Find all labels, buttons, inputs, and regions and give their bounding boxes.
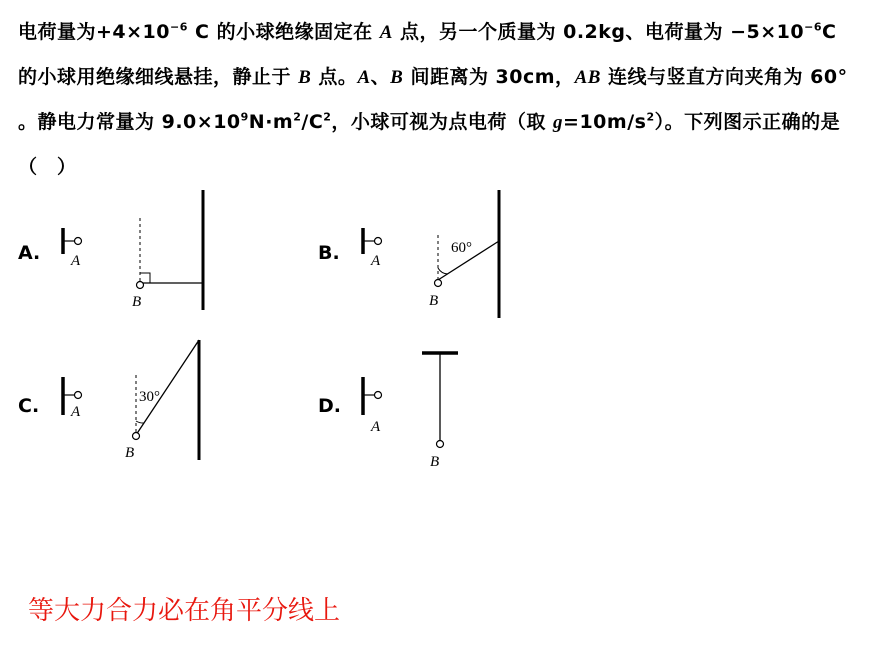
option-c-diagram <box>55 335 215 465</box>
angle-arc <box>438 268 448 274</box>
charge-a-ball <box>75 238 82 245</box>
angle-arc <box>136 421 144 423</box>
option-a-label[interactable]: A. <box>18 242 41 264</box>
point-b-label: B <box>429 293 439 309</box>
point-b-label: B <box>132 294 142 310</box>
option-a-figure[interactable] <box>55 190 215 324</box>
annotation-note: 等大力合力必在角平分线上 <box>28 596 341 626</box>
point-a-label: A <box>371 253 381 269</box>
ball-b <box>137 282 144 289</box>
ball-b <box>133 433 140 440</box>
ball-b <box>437 441 444 448</box>
option-d-figure[interactable] <box>355 335 515 479</box>
angle-label: 30° <box>139 389 160 405</box>
option-d-diagram <box>355 335 515 475</box>
angle-label: 60° <box>451 240 472 256</box>
option-a-diagram <box>55 190 215 320</box>
string <box>136 340 199 435</box>
ball-b <box>435 280 442 287</box>
option-b-label[interactable]: B. <box>318 242 340 264</box>
charge-a-ball <box>375 238 382 245</box>
option-b-diagram <box>355 190 515 320</box>
charge-a-ball <box>375 392 382 399</box>
charge-a-ball <box>75 392 82 399</box>
point-b-label: B <box>430 454 440 470</box>
option-c-figure[interactable] <box>55 335 215 469</box>
point-a-label: A <box>71 253 81 269</box>
question-text: 电荷量为$+4\times 10^{-6}$ C 的小球绝缘固定在 A 点，另一个质量为 0.2kg、电荷量为 $-5\times 10^{-6}C$ 的小球用绝缘细线悬挂，静止于 B 点。A、B 间距离为 30cm，AB 连线与竖直方向夹角为 60° 。静电力常量为 $9.0\times 10^9N\cdot m^2/C^2$，小球可视为点电荷（取 $g=10m/s^2$）。下列图示正确的是（ ） <box>18 20 848 178</box>
point-b-label: B <box>125 445 135 461</box>
point-a-label: A <box>71 404 81 420</box>
option-c-label[interactable]: C. <box>18 395 40 417</box>
option-d-label[interactable]: D. <box>318 395 341 417</box>
point-a-label: A <box>371 419 381 435</box>
option-b-figure[interactable] <box>355 190 515 324</box>
